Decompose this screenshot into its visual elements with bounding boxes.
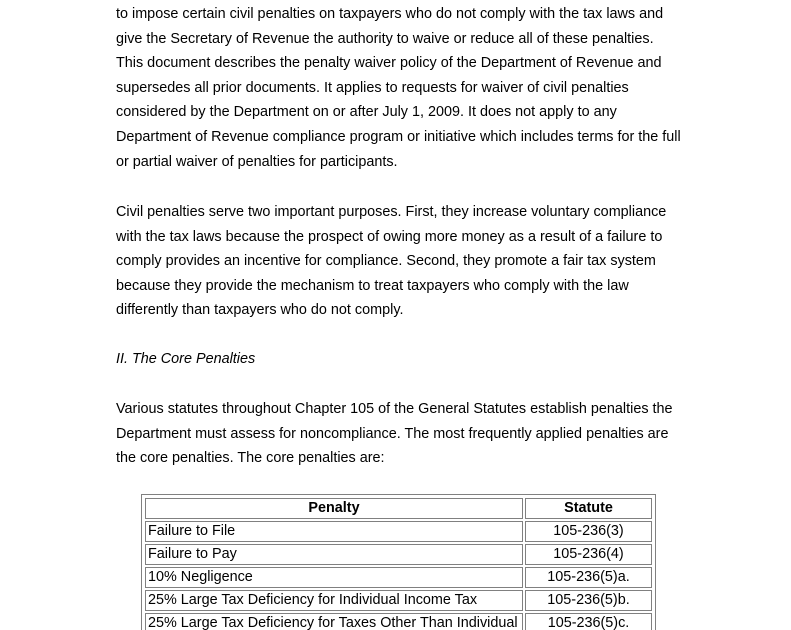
- intro-paragraph: [116, 2, 716, 174]
- penalty-cell: 10% Negligence: [145, 567, 523, 588]
- text-line: the core penalties. The core penalties are:: [116, 450, 385, 467]
- statute-cell: 105-236(3): [525, 521, 652, 542]
- penalty-cell: Failure to Pay: [145, 544, 523, 565]
- text-line: give the Secretary of Revenue the authority to waive or reduce all of these penalties.: [116, 30, 654, 47]
- section-heading: II. The Core Penalties: [116, 351, 256, 367]
- text-line: Department of Revenue compliance program or initiative which includes terms for the full: [116, 128, 681, 145]
- text-line: Various statutes throughout Chapter 105 of the General Statutes establish penalties the: [116, 401, 673, 417]
- text-line: to impose certain civil penalties on taxpayers who do not comply with the tax laws and: [116, 6, 664, 22]
- statute-cell: 105-236(4): [525, 544, 652, 565]
- text-line: with the tax laws because the prospect of owing more money as a result of a failure to: [116, 228, 663, 245]
- core-penalties-paragraph: [116, 397, 716, 471]
- text-line: comply provides an incentive for compliance. Second, they promote a fair tax system: [116, 253, 656, 270]
- statute-cell: 105-236(5)b.: [525, 590, 652, 611]
- text-line: differently than taxpayers who do not comply.: [116, 302, 404, 319]
- penalty-cell: 25% Large Tax Deficiency for Individual Income Tax: [145, 590, 523, 611]
- purpose-paragraph: [116, 200, 716, 323]
- text-line: Department must assess for noncompliance. The most frequently applied penalties are: [116, 425, 669, 442]
- statute-column-header: Statute: [525, 498, 652, 519]
- statute-cell: 105-236(5)a.: [525, 567, 652, 588]
- statute-cell: 105-236(5)c.: [525, 613, 652, 630]
- table-header-row: [145, 498, 652, 519]
- text-line: supersedes all prior documents. It applies to requests for waiver of civil penalties: [116, 79, 629, 96]
- penalty-cell: 25% Large Tax Deficiency for Taxes Other Than Individual: [145, 613, 523, 630]
- table-row: [145, 613, 652, 630]
- penalty-table-frame: [141, 494, 656, 630]
- text-line: considered by the Department on or after July 1, 2009. It does not apply to any: [116, 104, 617, 121]
- table-row: [145, 521, 652, 542]
- text-line: or partial waiver of penalties for participants.: [116, 153, 398, 170]
- penalty-table: [143, 496, 654, 630]
- table-row: [145, 590, 652, 611]
- text-line: This document describes the penalty waiver policy of the Department of Revenue and: [116, 55, 662, 72]
- text-line: because they provide the mechanism to treat taxpayers who comply with the law: [116, 277, 629, 294]
- penalty-column-header: Penalty: [145, 498, 523, 519]
- table-row: [145, 567, 652, 588]
- text-line: Civil penalties serve two important purposes. First, they increase voluntary compliance: [116, 204, 667, 220]
- penalty-cell: Failure to File: [145, 521, 523, 542]
- table-row: [145, 544, 652, 565]
